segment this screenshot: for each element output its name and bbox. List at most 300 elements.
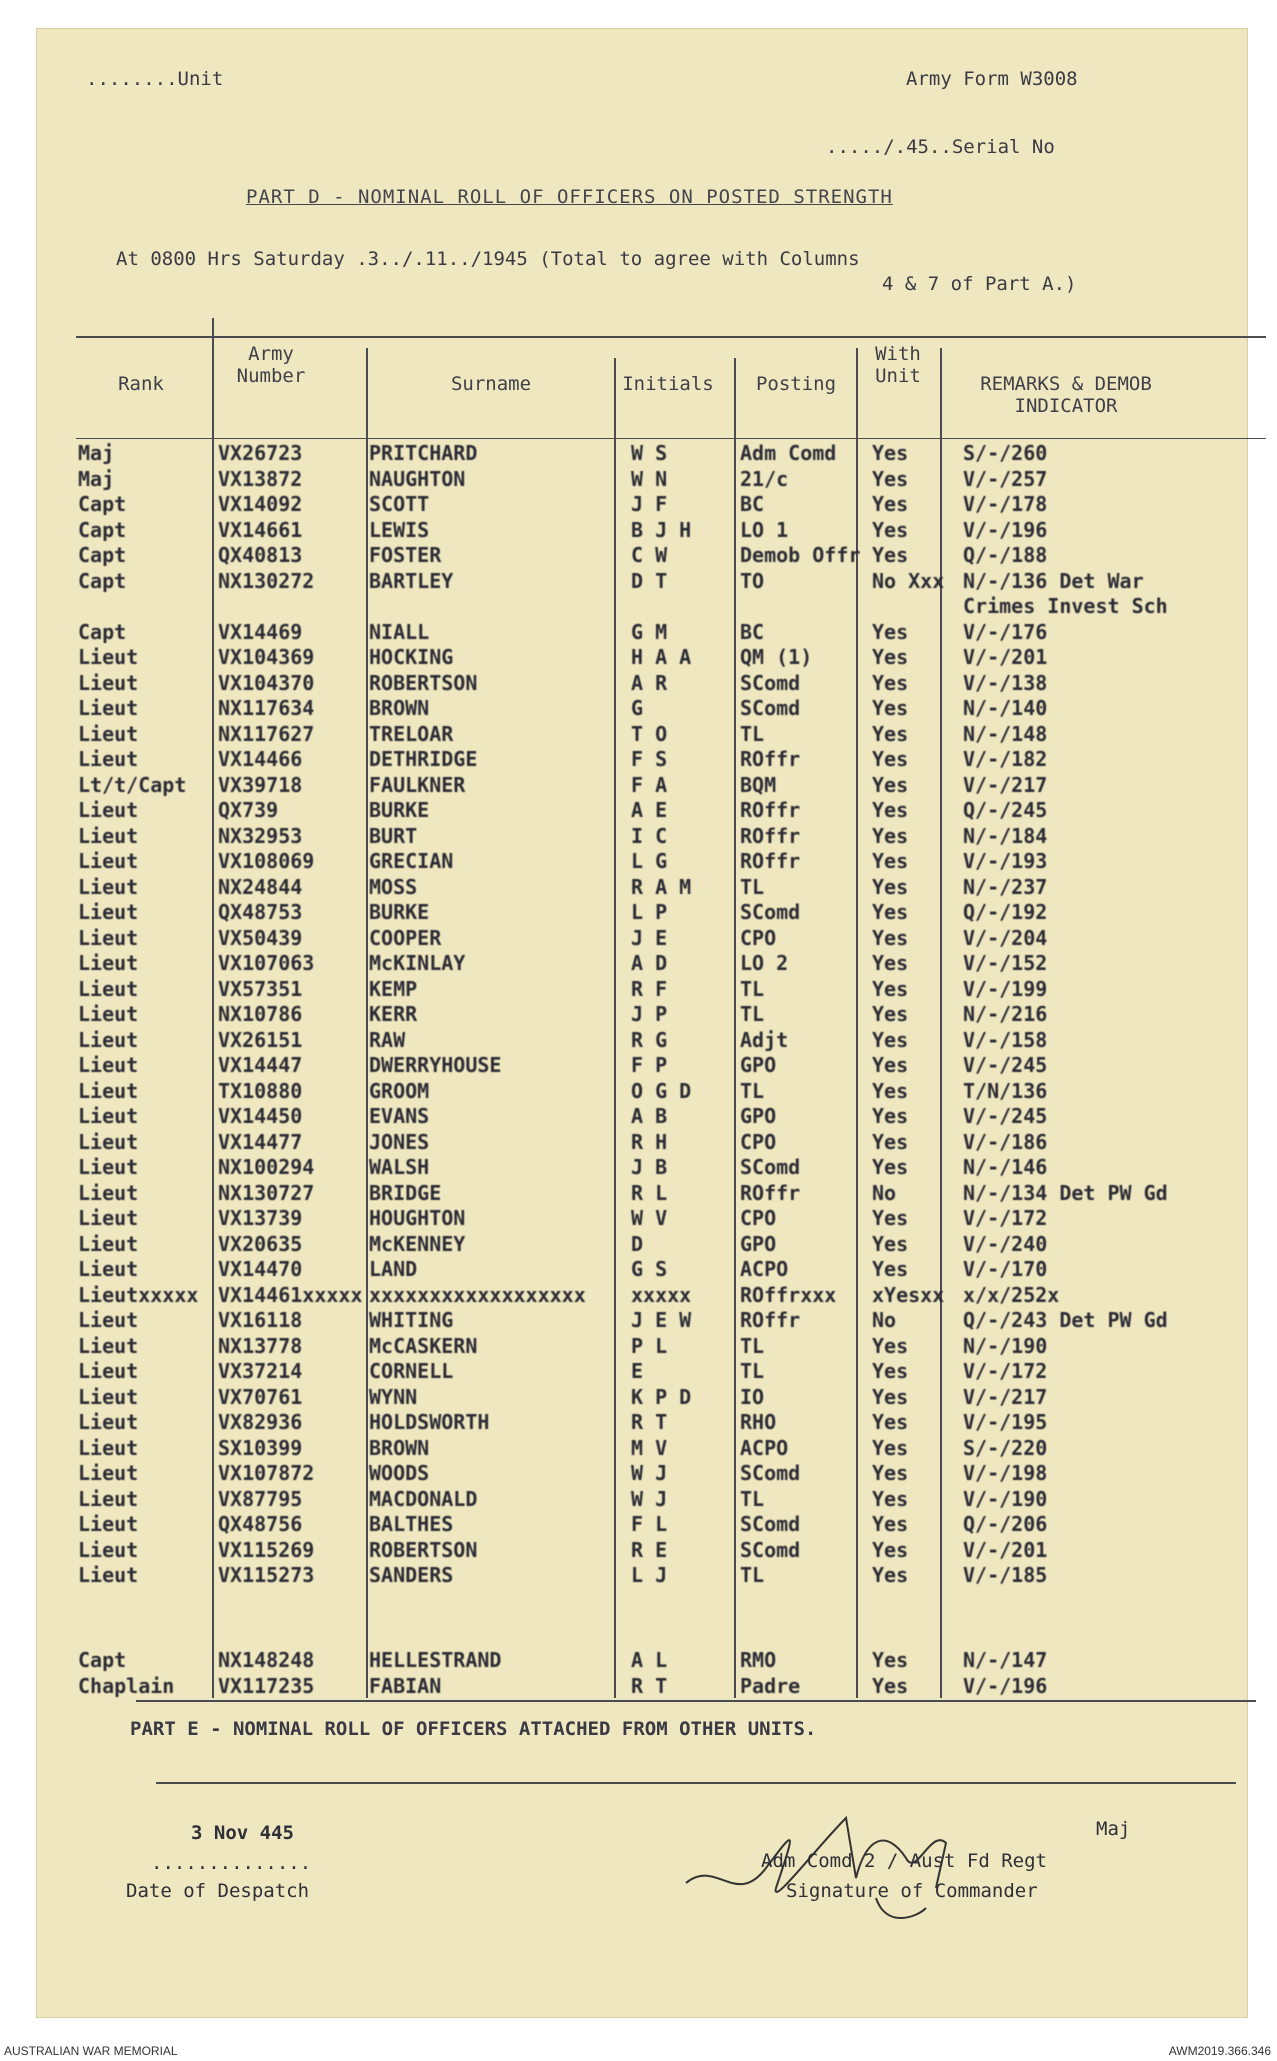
cell-post: GPO — [740, 1231, 777, 1256]
cell-num: VX117235 — [218, 1673, 315, 1698]
cell-surname: xxxxxxxxxxxxxxxxxx — [369, 1282, 586, 1307]
cell-num: VX107063 — [218, 951, 315, 975]
cell-rem: V/-/245 — [963, 1053, 1048, 1077]
table-row — [36, 773, 1248, 798]
cell-unit: No — [872, 1180, 897, 1205]
cell-rem: V/-/198 — [963, 1461, 1048, 1485]
cell-post: RHO — [740, 1410, 777, 1434]
cell-init: L G — [631, 849, 668, 873]
cell-init: K P D — [631, 1384, 692, 1409]
cell-init: F A — [631, 772, 668, 797]
cell-unit: Yes — [872, 1129, 909, 1154]
cell-post: BC — [740, 492, 765, 516]
cell-init: W S — [631, 441, 668, 465]
cell-init: J P — [631, 1002, 668, 1026]
table-row — [36, 849, 1248, 874]
cell-init: C W — [631, 543, 668, 567]
cell-rank: Lieut — [78, 874, 139, 899]
cell-init: A D — [631, 951, 668, 975]
cell-init: J B — [631, 1155, 668, 1179]
cell-surname: BROWN — [369, 1435, 430, 1460]
cell-unit: Yes — [872, 1231, 909, 1256]
cell-init: L P — [631, 900, 668, 924]
cell-rank: Lieut — [78, 670, 139, 695]
cell-post: ACPO — [740, 1435, 789, 1460]
cell-rem: x/x/252x — [963, 1282, 1060, 1307]
cell-rank: Lieut — [78, 1435, 139, 1460]
cell-num: VX108069 — [218, 849, 315, 873]
cell-rank: Lieut — [78, 1206, 139, 1230]
part-d-title: PART D - NOMINAL ROLL OF OFFICERS ON POSTED STRENGTH — [246, 186, 893, 208]
table-row — [36, 1002, 1248, 1027]
at-time-line-2: 4 & 7 of Part A.) — [882, 273, 1077, 295]
cell-unit: Yes — [872, 492, 909, 516]
cell-rank: Lieut — [78, 1563, 139, 1587]
cell-surname: McKINLAY — [369, 951, 466, 975]
cell-num: VX14469 — [218, 619, 303, 644]
col-with-unit: With Unit — [875, 343, 921, 387]
cell-rem: V/-/176 — [963, 619, 1048, 644]
cell-rem: Q/-/188 — [963, 543, 1048, 567]
cell-rank: Lieut — [78, 1053, 139, 1077]
cell-unit: Yes — [872, 976, 909, 1001]
cell-init: T O — [631, 721, 668, 746]
cell-num: NX130727 — [218, 1180, 315, 1205]
cell-rank: Lieut — [78, 1308, 139, 1332]
cell-post: LO 1 — [740, 517, 789, 542]
cell-post: CPO — [740, 1129, 777, 1154]
table-row — [36, 1206, 1248, 1231]
table-row — [36, 1512, 1248, 1537]
cell-post: ROffrxxx — [740, 1282, 837, 1307]
cell-post: IO — [740, 1384, 765, 1409]
cell-init: R E — [631, 1537, 668, 1562]
cell-surname: BURKE — [369, 798, 430, 822]
cell-init: L J — [631, 1563, 668, 1587]
cell-rem: T/N/136 — [963, 1078, 1048, 1103]
cell-unit: Yes — [872, 1104, 909, 1128]
table-row — [36, 1181, 1248, 1206]
cell-num: NX32953 — [218, 823, 303, 848]
cell-num: VX14477 — [218, 1129, 303, 1154]
cell-surname: GROOM — [369, 1078, 430, 1103]
cell-surname: RAW — [369, 1027, 406, 1052]
cell-init: A R — [631, 670, 668, 695]
cell-rem: V/-/172 — [963, 1206, 1048, 1230]
cell-num: VX13872 — [218, 466, 303, 491]
col-posting: Posting — [755, 373, 837, 395]
cell-rank: Chaplain — [78, 1673, 175, 1698]
cell-init: W J — [631, 1486, 668, 1511]
cell-num: VX26151 — [218, 1027, 303, 1052]
cell-surname: FOSTER — [369, 543, 442, 567]
cell-unit: xYesxx — [872, 1282, 945, 1307]
cell-rank: Maj — [78, 441, 115, 465]
cell-num: NX100294 — [218, 1155, 315, 1179]
cell-unit: Yes — [872, 1257, 909, 1281]
cell-unit: Yes — [872, 900, 909, 924]
cell-rank: Lieut — [78, 696, 139, 720]
cell-post: Adjt — [740, 1027, 789, 1052]
cell-num: VX82936 — [218, 1410, 303, 1434]
cell-unit: Yes — [872, 925, 909, 950]
cell-unit: Yes — [872, 1648, 909, 1672]
part-e-title: PART E - NOMINAL ROLL OF OFFICERS ATTACHED FROM OTHER UNITS. — [130, 1718, 817, 1740]
document-page — [36, 28, 1248, 2018]
table-row — [36, 977, 1248, 1002]
cell-rem: V/-/217 — [963, 772, 1048, 797]
cell-post: BC — [740, 619, 765, 644]
cell-surname: LEWIS — [369, 517, 430, 542]
cell-surname: PRITCHARD — [369, 441, 478, 465]
cell-num: VX13739 — [218, 1206, 303, 1230]
cell-num: VX14661 — [218, 517, 303, 542]
cell-init: E — [631, 1359, 644, 1383]
col-rank: Rank — [118, 373, 164, 395]
table-row — [36, 594, 1248, 619]
cell-rem: V/-/204 — [963, 925, 1048, 950]
table-row — [36, 900, 1248, 925]
cell-unit: Yes — [872, 645, 909, 669]
table-row — [36, 645, 1248, 670]
cell-surname: ROBERTSON — [369, 1537, 478, 1562]
cell-init: R H — [631, 1129, 668, 1154]
cell-num: VX70761 — [218, 1384, 303, 1409]
cell-rem: Q/-/245 — [963, 798, 1048, 822]
cell-rem: N/-/136 Det War — [963, 568, 1144, 593]
cell-post: ROffr — [740, 798, 801, 822]
cell-post: TL — [740, 1486, 765, 1511]
cell-post: TL — [740, 721, 765, 746]
archive-reference: AWM2019.366.346 — [1168, 2044, 1271, 2058]
cell-surname: CORNELL — [369, 1359, 454, 1383]
cell-init: R G — [631, 1027, 668, 1052]
cell-post: GPO — [740, 1053, 777, 1077]
cell-rank: Lieut — [78, 849, 139, 873]
table-row — [36, 1257, 1248, 1282]
commander-unit: Adm Comd 2 / Aust Fd Regt — [761, 1850, 1047, 1872]
cell-surname: COOPER — [369, 925, 442, 950]
table-row — [36, 926, 1248, 951]
cell-surname: JONES — [369, 1129, 430, 1154]
cell-unit: Yes — [872, 1333, 909, 1358]
cell-post: RMO — [740, 1648, 777, 1672]
at-time-line: At 0800 Hrs Saturday .3../.11../1945 (Total to agree with Columns — [116, 248, 860, 270]
cell-init: D — [631, 1231, 644, 1256]
table-row — [36, 518, 1248, 543]
cell-post: ROffr — [740, 849, 801, 873]
cell-rank: Maj — [78, 466, 115, 491]
cell-post: Demob Offr — [740, 543, 861, 567]
cell-surname: WYNN — [369, 1384, 418, 1409]
cell-rem: V/-/182 — [963, 747, 1048, 771]
cell-unit: Yes — [872, 543, 909, 567]
cell-unit: Yes — [872, 1512, 909, 1536]
cell-rem: V/-/217 — [963, 1384, 1048, 1409]
cell-rank: Capt — [78, 568, 127, 593]
serial-number: ...../.45..Serial No — [826, 136, 1055, 158]
cell-unit: Yes — [872, 1155, 909, 1179]
cell-rem: V/-/201 — [963, 1537, 1048, 1562]
cell-rem: V/-/196 — [963, 1673, 1048, 1698]
cell-rank: Lieut — [78, 645, 139, 669]
cell-surname: SANDERS — [369, 1563, 454, 1587]
cell-rank: Lieut — [78, 1231, 139, 1256]
cell-surname: WOODS — [369, 1461, 430, 1485]
cell-post: LO 2 — [740, 951, 789, 975]
cell-surname: BURKE — [369, 900, 430, 924]
cell-surname: NAUGHTON — [369, 466, 466, 491]
cell-init: R A M — [631, 874, 692, 899]
cell-rank: Capt — [78, 492, 127, 516]
cell-rank: Lieut — [78, 798, 139, 822]
cell-surname: HOCKING — [369, 645, 454, 669]
cell-rank: Capt — [78, 619, 127, 644]
cell-surname: SCOTT — [369, 492, 430, 516]
table-row — [36, 671, 1248, 696]
cell-unit: Yes — [872, 1206, 909, 1230]
table-row — [36, 441, 1248, 466]
cell-surname: LAND — [369, 1257, 418, 1281]
cell-post: GPO — [740, 1104, 777, 1128]
col-army-number: Army Number — [236, 343, 306, 387]
table-row — [36, 722, 1248, 747]
cell-unit: Yes — [872, 1537, 909, 1562]
cell-rank: Lieut — [78, 1078, 139, 1103]
cell-post: TL — [740, 1002, 765, 1026]
cell-rank: Lieut — [78, 900, 139, 924]
cell-surname: WALSH — [369, 1155, 430, 1179]
cell-rem: V/-/158 — [963, 1027, 1048, 1052]
table-row — [36, 1155, 1248, 1180]
cell-rank: Lieut — [78, 1104, 139, 1128]
cell-rank: Lieut — [78, 721, 139, 746]
cell-num: QX40813 — [218, 543, 303, 567]
cell-num: NX13778 — [218, 1333, 303, 1358]
table-row — [36, 1436, 1248, 1461]
cell-rank: Lieut — [78, 1129, 139, 1154]
table-row — [36, 1053, 1248, 1078]
cell-post: SComd — [740, 1155, 801, 1179]
table-row — [36, 1359, 1248, 1384]
table-row — [36, 569, 1248, 594]
cell-init: R F — [631, 976, 668, 1001]
cell-init: G — [631, 696, 644, 720]
cell-unit: Yes — [872, 1384, 909, 1409]
cell-rem: V/-/190 — [963, 1486, 1048, 1511]
table-row — [36, 620, 1248, 645]
cell-rem: V/-/195 — [963, 1410, 1048, 1434]
cell-num: VX14470 — [218, 1257, 303, 1281]
cell-init: G M — [631, 619, 668, 644]
cell-rank: Lieut — [78, 1359, 139, 1383]
col-remarks: REMARKS & DEMOB INDICATOR — [980, 373, 1152, 417]
cell-rank: Lieut — [78, 1027, 139, 1052]
cell-rem: N/-/140 — [963, 696, 1048, 720]
cell-num: VX20635 — [218, 1231, 303, 1256]
footer-rule — [156, 1782, 1236, 1784]
cell-rank: Lieut — [78, 951, 139, 975]
cell-num: VX115269 — [218, 1537, 315, 1562]
cell-unit: Yes — [872, 1078, 909, 1103]
table-row — [36, 1130, 1248, 1155]
cell-init: J E W — [631, 1308, 692, 1332]
cell-surname: BARTLEY — [369, 568, 454, 593]
cell-post: SComd — [740, 696, 801, 720]
cell-unit: Yes — [872, 849, 909, 873]
cell-surname: BROWN — [369, 696, 430, 720]
cell-rem: N/-/147 — [963, 1648, 1048, 1672]
cell-unit: No Xxx — [872, 568, 945, 593]
cell-surname: McKENNEY — [369, 1231, 466, 1256]
cell-rank: Capt — [78, 1648, 127, 1672]
cell-unit: Yes — [872, 874, 909, 899]
cell-rem: V/-/257 — [963, 466, 1048, 491]
table-row — [36, 1563, 1248, 1588]
cell-rank: Lieut — [78, 976, 139, 1001]
cell-rem: V/-/193 — [963, 849, 1048, 873]
cell-num: NX117627 — [218, 721, 315, 746]
table-row — [36, 875, 1248, 900]
cell-unit: Yes — [872, 772, 909, 797]
cell-post: TL — [740, 1078, 765, 1103]
cell-post: ROffr — [740, 1180, 801, 1205]
cell-rank: Lieut — [78, 747, 139, 771]
cell-unit: Yes — [872, 670, 909, 695]
cell-unit: Yes — [872, 466, 909, 491]
cell-unit: Yes — [872, 951, 909, 975]
cell-surname: DWERRYHOUSE — [369, 1053, 502, 1077]
cell-post: Padre — [740, 1673, 801, 1698]
table-row — [36, 1487, 1248, 1512]
cell-unit: Yes — [872, 1673, 909, 1698]
cell-rem: V/-/170 — [963, 1257, 1048, 1281]
cell-post: TO — [740, 568, 765, 593]
cell-surname: TRELOAR — [369, 721, 454, 746]
cell-unit: Yes — [872, 1053, 909, 1077]
cell-num: VX104369 — [218, 645, 315, 669]
cell-unit: Yes — [872, 1359, 909, 1383]
cell-rank: Lieut — [78, 1257, 139, 1281]
cell-post: TL — [740, 1359, 765, 1383]
cell-surname: MACDONALD — [369, 1486, 478, 1511]
cell-init: xxxxx — [631, 1282, 692, 1307]
cell-num: SX10399 — [218, 1435, 303, 1460]
cell-post: TL — [740, 1333, 765, 1358]
cell-num: VX107872 — [218, 1461, 315, 1485]
table-row — [36, 543, 1248, 568]
cell-num: VX14450 — [218, 1104, 303, 1128]
cell-post: ACPO — [740, 1257, 789, 1281]
cell-init: O G D — [631, 1078, 692, 1103]
cell-surname: KEMP — [369, 976, 418, 1001]
cell-init: I C — [631, 823, 668, 848]
cell-unit: Yes — [872, 823, 909, 848]
cell-unit: Yes — [872, 441, 909, 465]
unit-line: ........Unit — [86, 68, 224, 90]
table-row — [36, 1334, 1248, 1359]
cell-init: B J H — [631, 517, 692, 542]
cell-rem: N/-/146 — [963, 1155, 1048, 1179]
cell-surname: DETHRIDGE — [369, 747, 478, 771]
cell-post: 21/c — [740, 466, 789, 491]
cell-rank: Lieut — [78, 1333, 139, 1358]
cell-init: R L — [631, 1180, 668, 1205]
cell-unit: Yes — [872, 517, 909, 542]
cell-unit: Yes — [872, 1486, 909, 1511]
col-initials: Initials — [622, 373, 714, 395]
cell-num: VX87795 — [218, 1486, 303, 1511]
cell-rem: V/-/178 — [963, 492, 1048, 516]
cell-unit: Yes — [872, 747, 909, 771]
table-row — [36, 467, 1248, 492]
table-row — [36, 696, 1248, 721]
cell-post: TL — [740, 976, 765, 1001]
cell-num: NX148248 — [218, 1648, 315, 1672]
cell-unit: No — [872, 1308, 897, 1332]
table-row — [36, 1410, 1248, 1435]
despatch-dots: .............. — [151, 1852, 312, 1874]
cell-init: W N — [631, 466, 668, 491]
cell-post: TL — [740, 1563, 765, 1587]
cell-init: F P — [631, 1053, 668, 1077]
table-row — [36, 492, 1248, 517]
cell-unit: Yes — [872, 1563, 909, 1587]
cell-rem: V/-/199 — [963, 976, 1048, 1001]
cell-init: F S — [631, 747, 668, 771]
table-row — [36, 1674, 1248, 1699]
cell-unit: Yes — [872, 696, 909, 720]
cell-init: M V — [631, 1435, 668, 1460]
cell-unit: Yes — [872, 1002, 909, 1026]
cell-init: J E — [631, 925, 668, 950]
despatch-label: Date of Despatch — [126, 1880, 310, 1902]
cell-surname: GRECIAN — [369, 849, 454, 873]
cell-num: TX10880 — [218, 1078, 303, 1103]
cell-rank: Lieut — [78, 1155, 139, 1179]
cell-post: BQM — [740, 772, 777, 797]
cell-rank: Lieut — [78, 1537, 139, 1562]
cell-init: D T — [631, 568, 668, 593]
cell-rem: V/-/201 — [963, 645, 1048, 669]
cell-num: VX14447 — [218, 1053, 303, 1077]
cell-num: NX117634 — [218, 696, 315, 720]
cell-surname: BURT — [369, 823, 418, 848]
cell-rem: V/-/186 — [963, 1129, 1048, 1154]
cell-surname: MOSS — [369, 874, 418, 899]
cell-num: VX26723 — [218, 441, 303, 465]
cell-init: A E — [631, 798, 668, 822]
cell-init: G S — [631, 1257, 668, 1281]
cell-rank: Lieut — [78, 1002, 139, 1026]
signature-label: Signature of Commander — [786, 1880, 1038, 1902]
cell-post: CPO — [740, 1206, 777, 1230]
cell-rem: V/-/196 — [963, 517, 1048, 542]
cell-unit: Yes — [872, 619, 909, 644]
army-form-label: Army Form W3008 — [906, 68, 1078, 90]
table-row — [36, 824, 1248, 849]
cell-init: P L — [631, 1333, 668, 1358]
table-top-rule — [76, 336, 1266, 338]
cell-num: VX57351 — [218, 976, 303, 1001]
cell-init: R T — [631, 1410, 668, 1434]
cell-rem: N/-/216 — [963, 1002, 1048, 1026]
cell-num: VX39718 — [218, 772, 303, 797]
cell-post: ROffr — [740, 1308, 801, 1332]
cell-post: QM (1) — [740, 645, 813, 669]
cell-num: NX24844 — [218, 874, 303, 899]
cell-rem: N/-/148 — [963, 721, 1048, 746]
